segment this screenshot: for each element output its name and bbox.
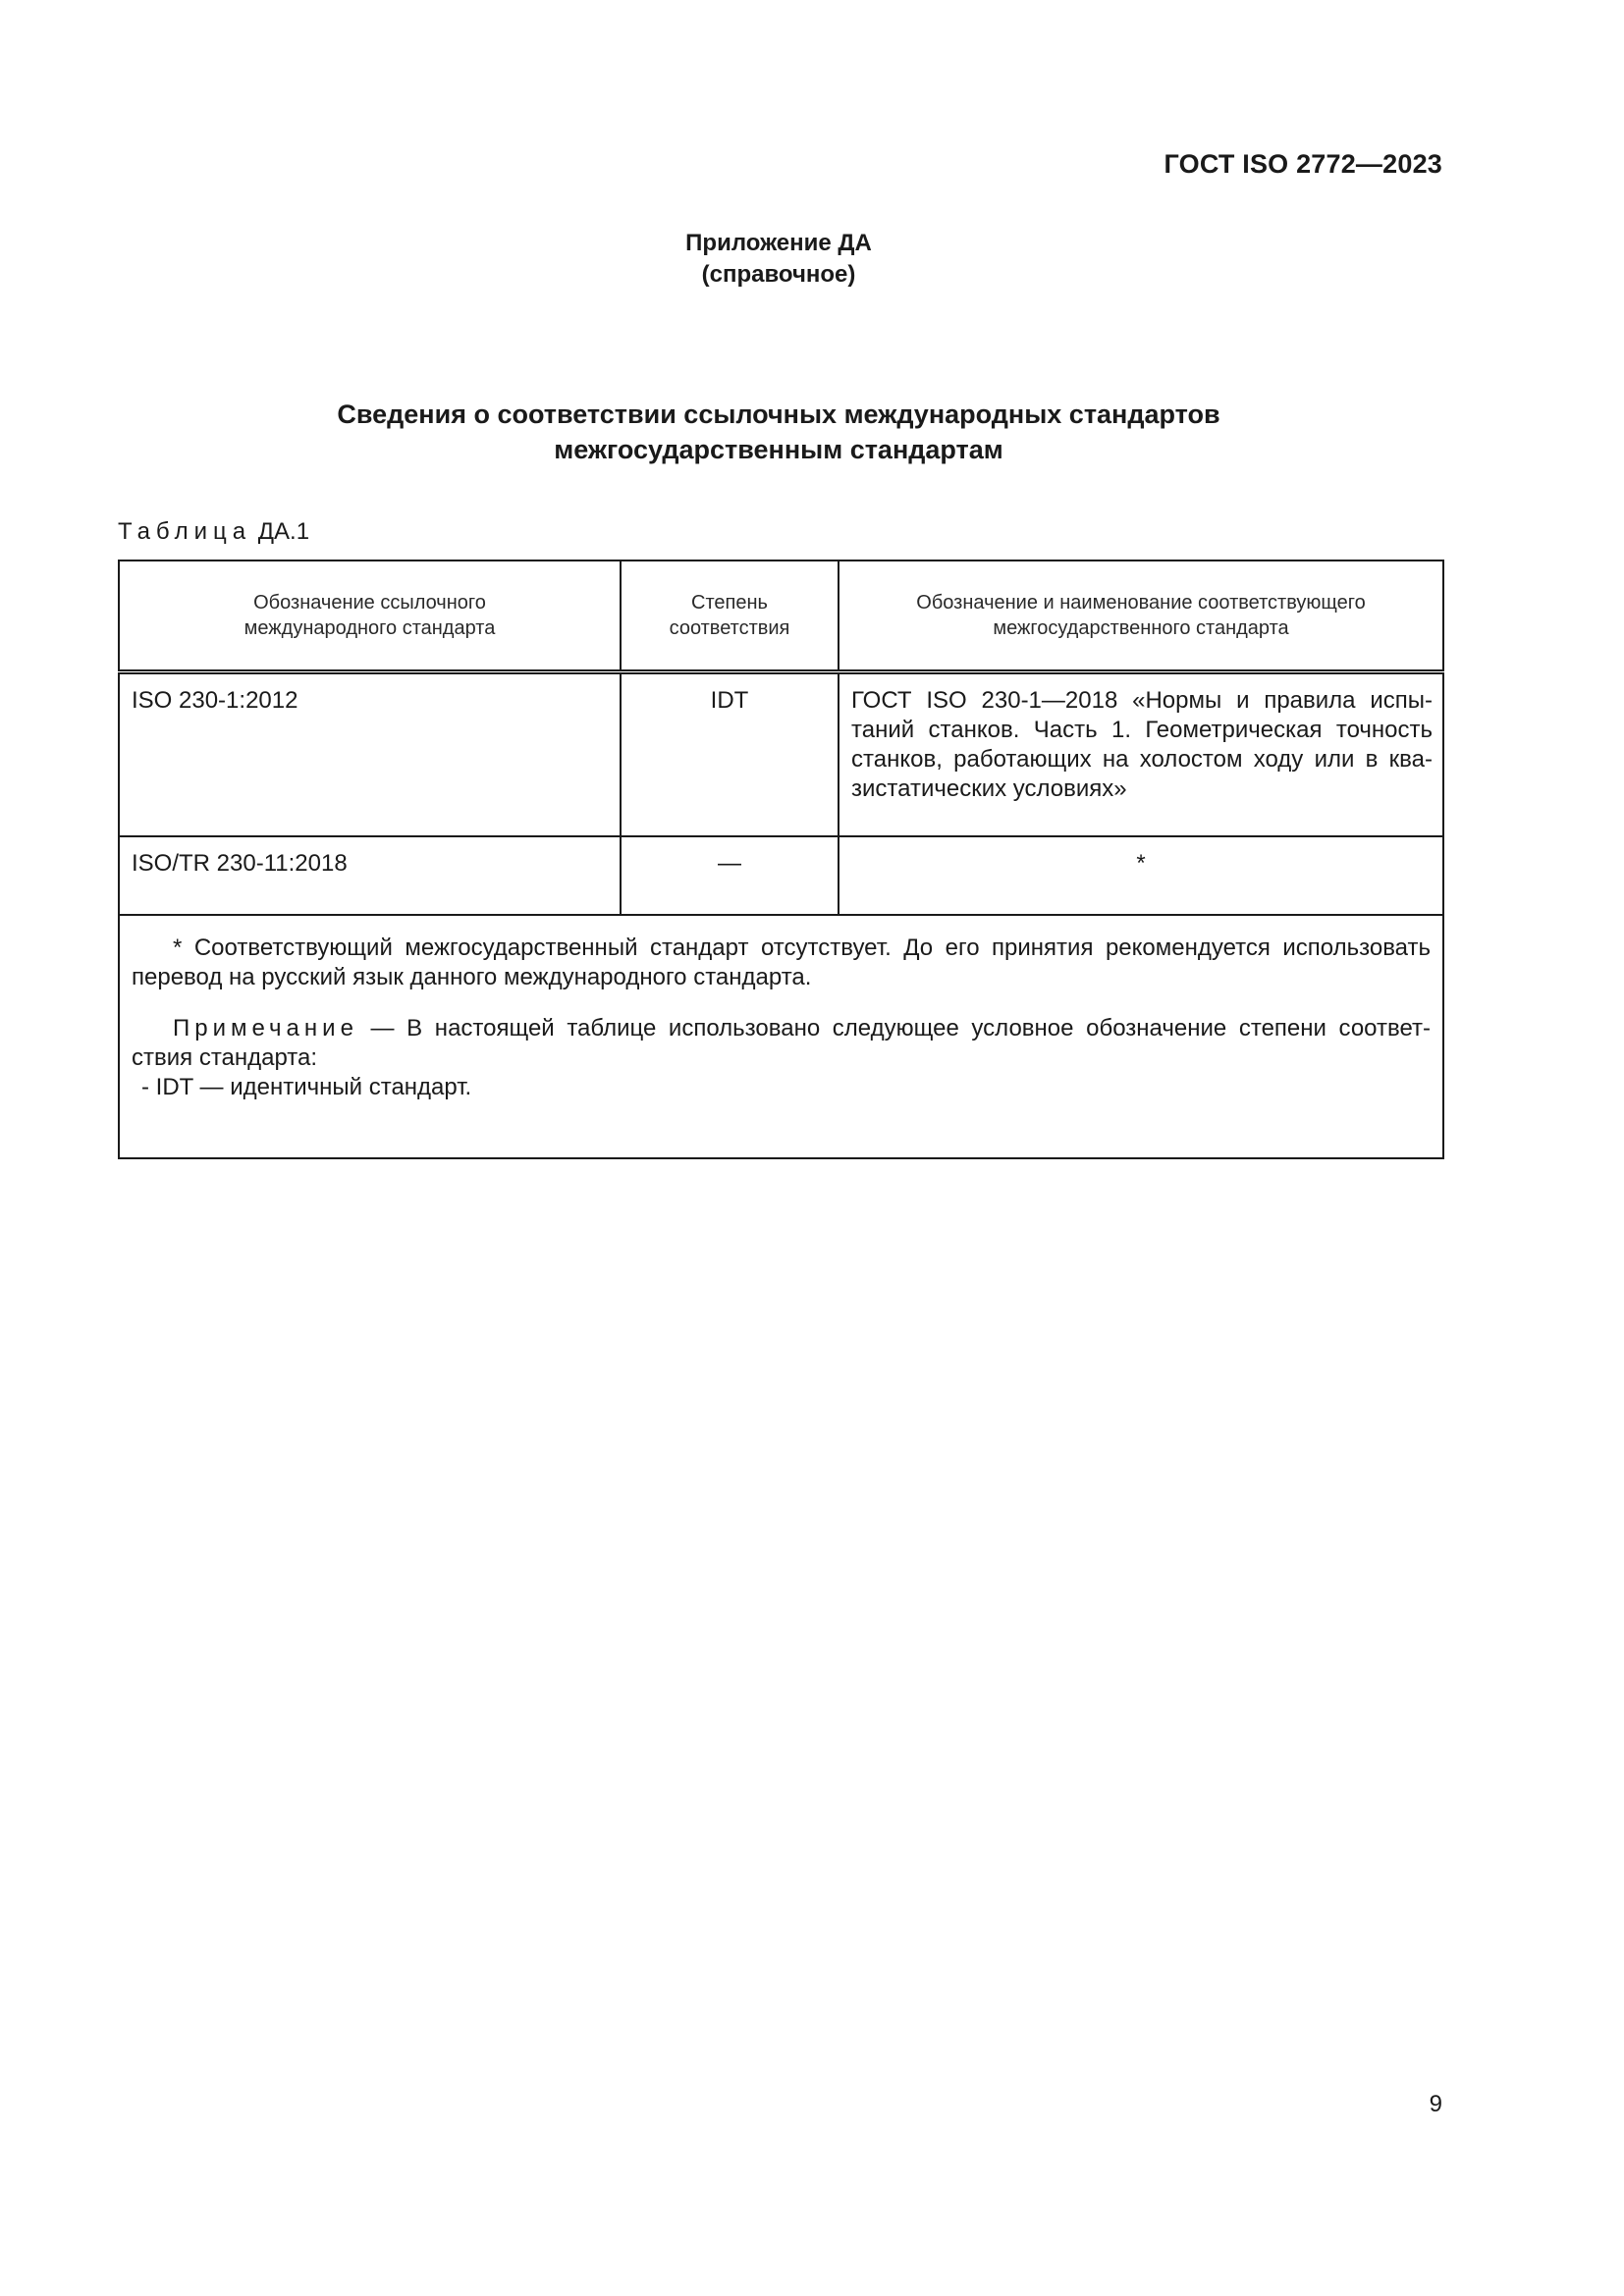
correspondence-table (118, 560, 1444, 1159)
section-title (0, 397, 1557, 467)
annex-subtitle: (справочное) (701, 261, 856, 288)
table-notes (119, 915, 1443, 1158)
table-label-number: ДА.1 (257, 518, 310, 545)
document-code: ГОСТ ISO 2772—2023 (1164, 149, 1442, 179)
note-text: — В настоящей таблице использовано следующее условное обозначение степени соответ- (357, 1015, 1431, 1041)
table-header-row (119, 561, 1443, 672)
section-title-line1: Сведения о соответствии ссылочных международных стандартов (337, 400, 1220, 429)
table-label-word: Таблица (118, 518, 252, 545)
cell-degree: IDT (621, 672, 839, 837)
header-ref-standard: Обозначение ссылочного международного стандарта (119, 561, 621, 672)
cell-name: ГОСТ ISO 230-1—2018 «Нормы и правила испы- таний станков. Часть 1. Геометрическая точность станков, работающих на холостом ходу или в ква- зистатических условиях» (839, 672, 1443, 837)
footnote-line2: перевод на русский язык данного международного стандарта. (132, 964, 812, 990)
table-label (118, 518, 309, 546)
annex-heading (0, 228, 1557, 291)
table-footnote-row (119, 915, 1443, 1158)
note-line1 (132, 1014, 1431, 1043)
footnote-line1: * Соответствующий межгосударственный стандарт отсутствует. До его принятия рекомендуется использовать (173, 934, 1431, 961)
note-line3: - IDT — идентичный стандарт. (141, 1074, 472, 1100)
table-row (119, 836, 1443, 915)
note-label: Примечание (173, 1015, 358, 1041)
annex-title: Приложение ДА (685, 230, 872, 256)
page-number: 9 (1429, 2091, 1442, 2117)
section-title-line2: межгосударственным стандартам (554, 435, 1003, 464)
cell-name: * (839, 836, 1443, 915)
cell-degree: — (621, 836, 839, 915)
header-degree: Степень соответствия (621, 561, 839, 672)
header-interstate-standard: Обозначение и наименование соответствующего межгосударственного стандарта (839, 561, 1443, 672)
cell-ref: ISO/TR 230-11:2018 (119, 836, 621, 915)
note-line2: ствия стандарта: (132, 1044, 318, 1071)
table-row (119, 672, 1443, 837)
cell-ref: ISO 230-1:2012 (119, 672, 621, 837)
